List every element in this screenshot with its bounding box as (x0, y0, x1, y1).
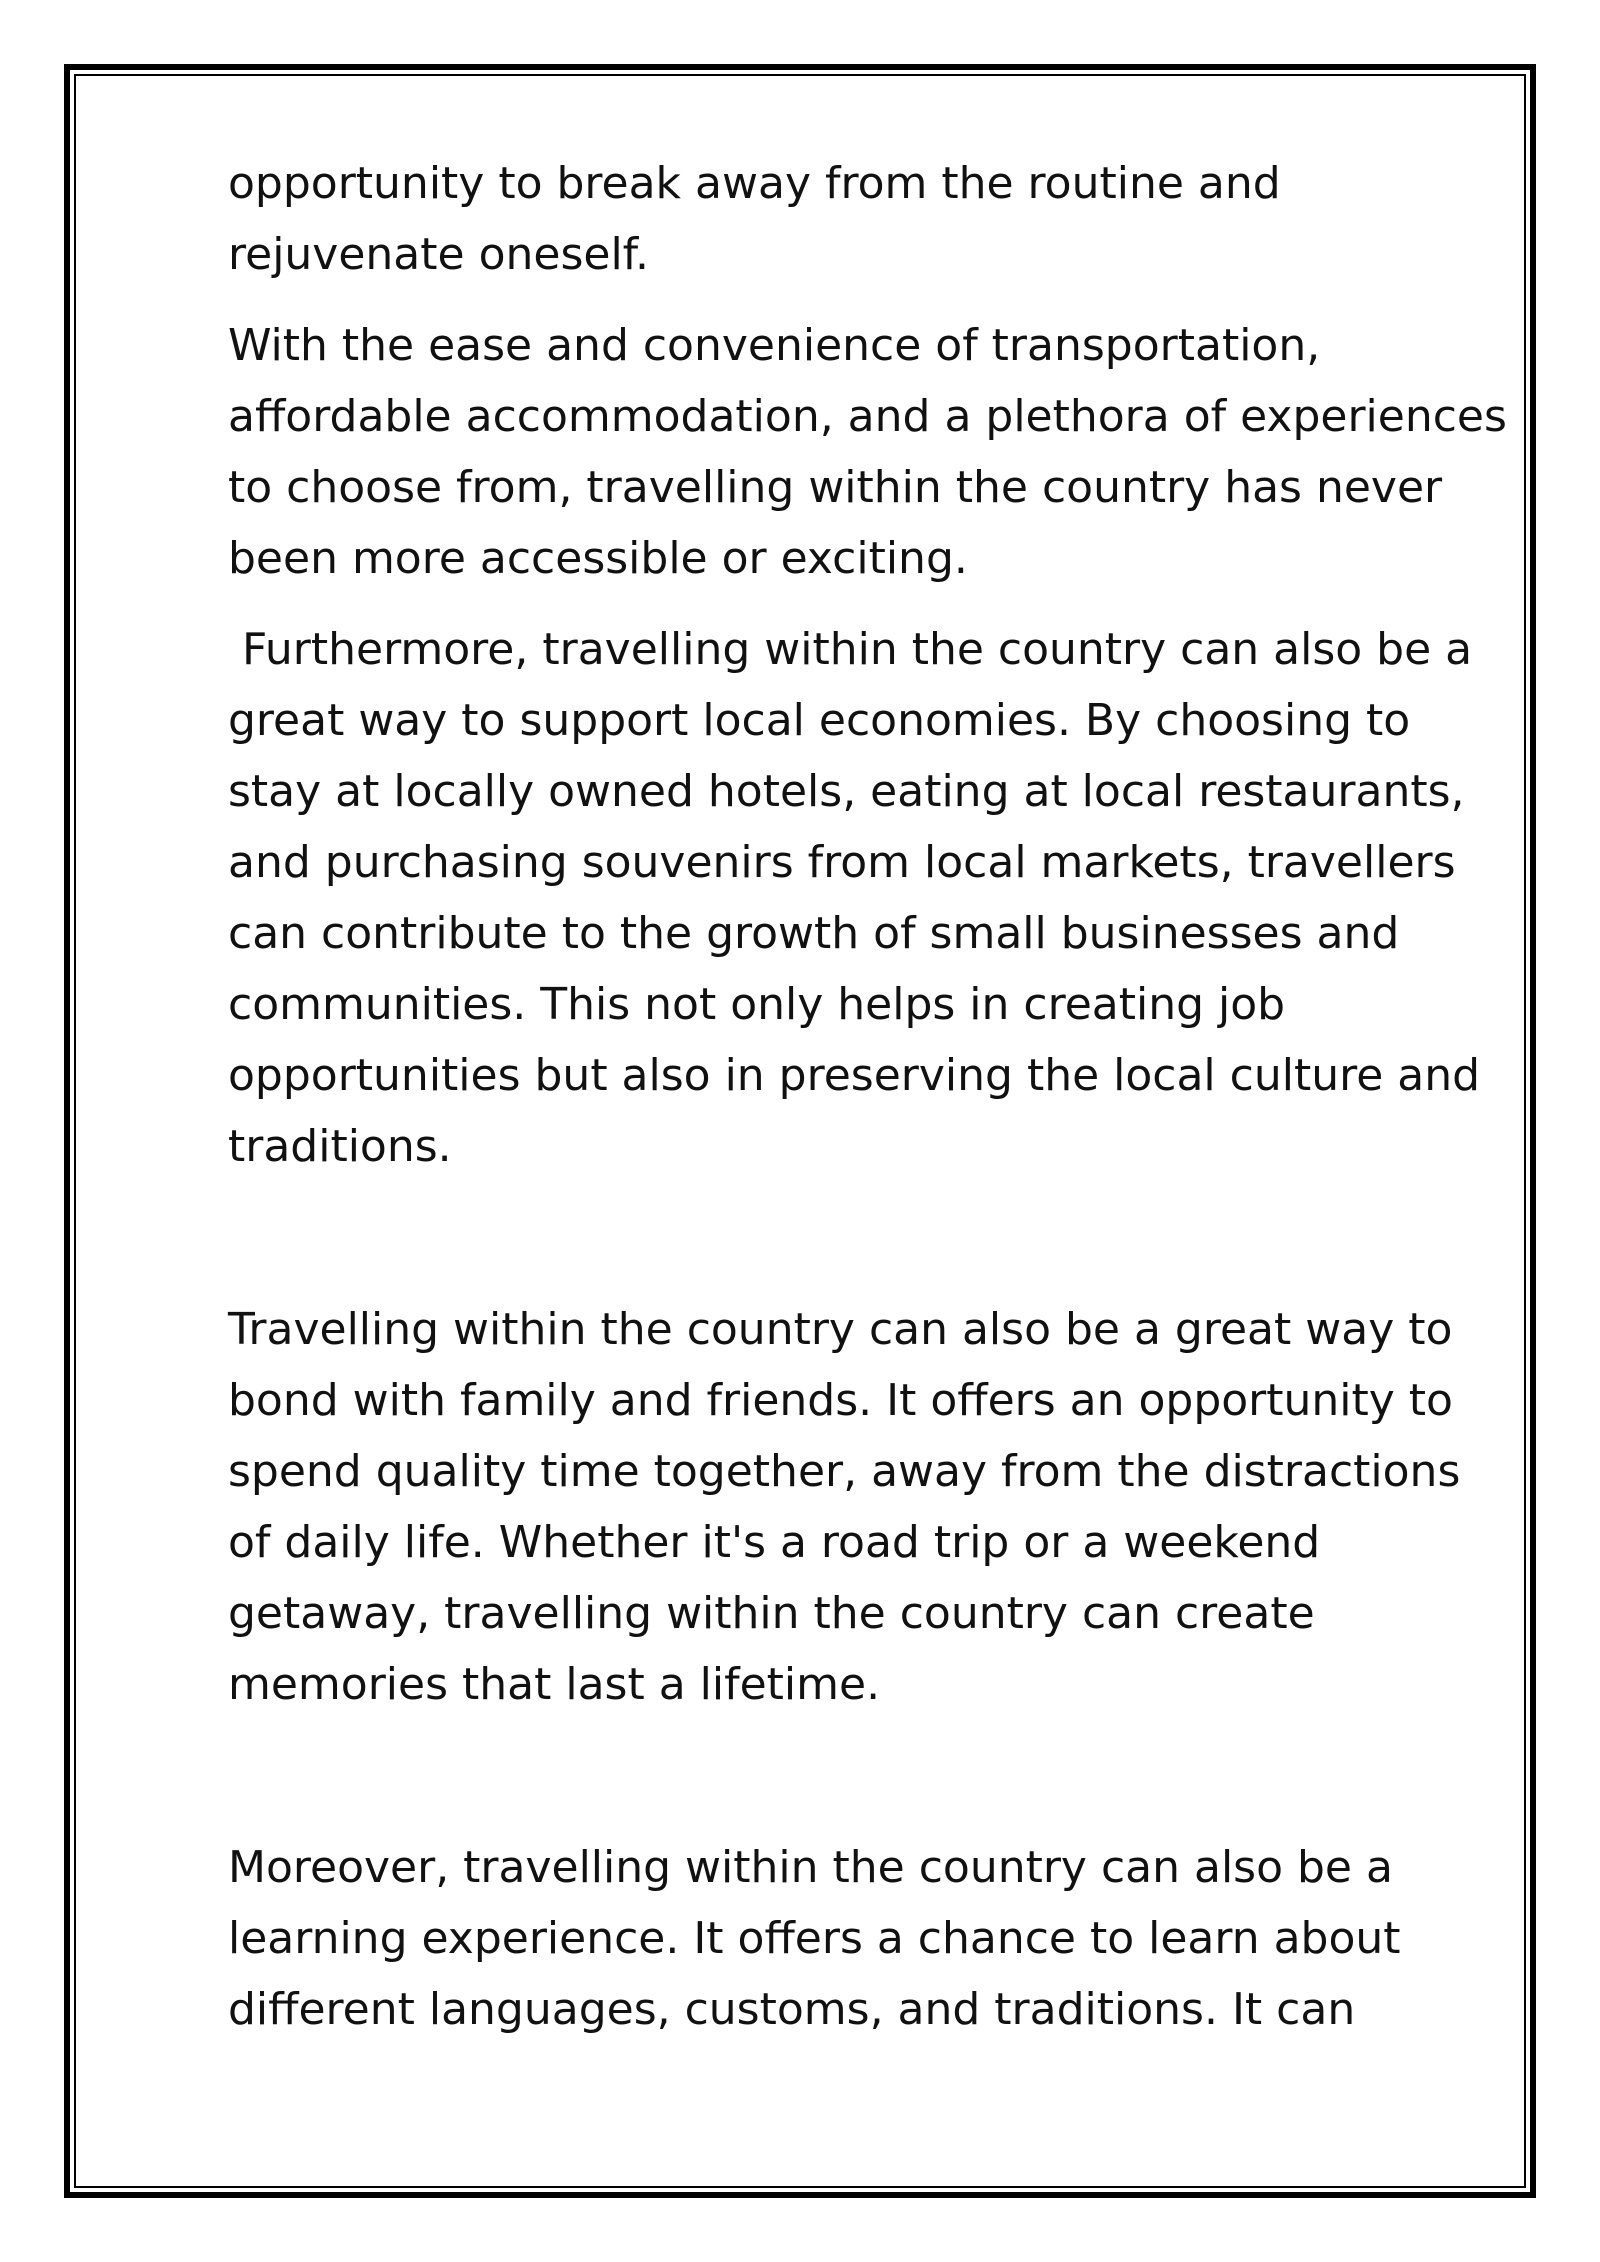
paragraph-routine: opportunity to break away from the routine and rejuvenate oneself. (228, 158, 1281, 280)
paragraph-learning-experience: Moreover, travelling within the country can also be a learning experience. It offers a chance to learn about different languages, customs, and traditions. It can (228, 1842, 1401, 2035)
document-body (228, 148, 1508, 2045)
paragraph-convenience: With the ease and convenience of transportation, affordable accommodation, and a plethora of experiences to choose from, travelling within the country has never been more accessible or exciting. (228, 320, 1507, 584)
paragraph-family-bonding: Travelling within the country can also be a great way to bond with family and friends. It offers an opportunity to spend quality time together, away from the distractions of daily life. Whether it's a road trip or a weekend getaway, travelling within the country can create memories that last a lifetime. (228, 1304, 1461, 1710)
paragraph-local-economies: Furthermore, travelling within the country can also be a great way to support local economies. By choosing to stay at locally owned hotels, eating at local restaurants, and purchasing souvenirs from local markets, travellers can contribute to the growth of small businesses and communities. This not only helps in creating job opportunities but also in preserving the local culture and traditions. (228, 624, 1495, 1172)
